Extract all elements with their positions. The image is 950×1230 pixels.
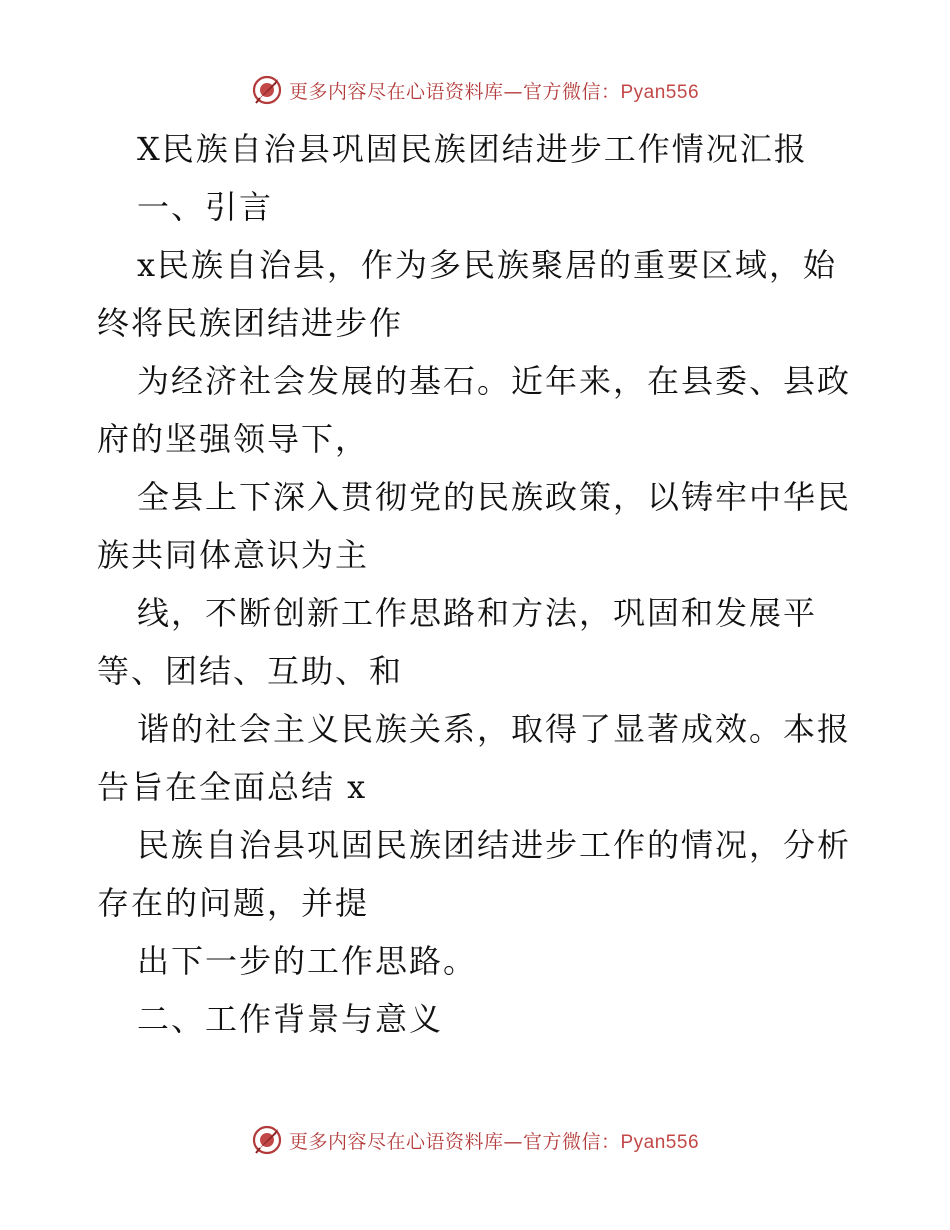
paragraph-line: 终将民族团结进步作 (97, 304, 404, 342)
paragraph-line: 线，不断创新工作思路和方法，巩固和发展平 (137, 594, 818, 632)
footer-watermark (0, 1120, 950, 1160)
paragraph-line: 府的坚强领导下， (97, 420, 370, 458)
section-heading-background: 二、工作背景与意义 (137, 1000, 444, 1038)
document-title: X民族自治县巩固民族团结进步工作情况汇报 (137, 130, 808, 168)
paragraph-line: 存在的问题，并提 (97, 884, 370, 922)
section-heading-intro: 一、引言 (137, 188, 274, 226)
quill-seal-icon (251, 1124, 283, 1156)
paragraph-line: 等、团结、互助、和 (97, 652, 404, 690)
paragraph-line: 出下一步的工作思路。 (137, 942, 478, 980)
paragraph-line: 为经济社会发展的基石。近年来，在县委、县政 (137, 362, 852, 400)
paragraph-line: 族共同体意识为主 (97, 536, 370, 574)
header-watermark (0, 70, 950, 110)
watermark-text: 更多内容尽在心语资料库—官方微信：Pyan556 (288, 1130, 700, 1153)
paragraph-line: 谐的社会主义民族关系，取得了显著成效。本报 (137, 710, 852, 748)
quill-seal-icon (251, 74, 283, 106)
paragraph-line: 民族自治县巩固民族团结进步工作的情况，分析 (137, 826, 852, 864)
watermark-text: 更多内容尽在心语资料库—官方微信：Pyan556 (288, 80, 700, 103)
paragraph-line: 告旨在全面总结 x (97, 768, 368, 806)
paragraph-line: 全县上下深入贯彻党的民族政策，以铸牢中华民 (137, 478, 852, 516)
document-body (97, 120, 857, 1048)
paragraph-line: x民族自治县，作为多民族聚居的重要区域，始 (137, 246, 838, 284)
